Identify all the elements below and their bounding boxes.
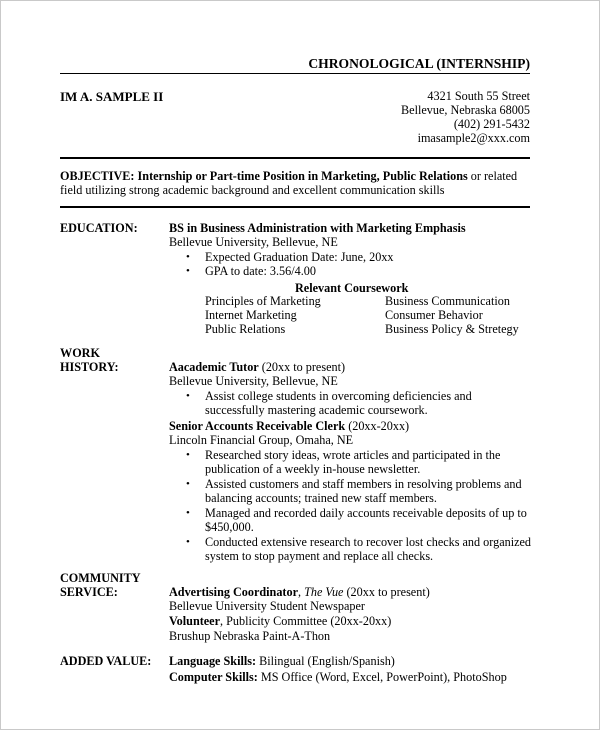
work-label-line1: WORK bbox=[60, 346, 100, 360]
computer-skills bbox=[169, 670, 507, 684]
job-org: Bellevue University, Bellevue, NE bbox=[169, 374, 338, 388]
community-role2-org: Brushup Nebraska Paint-A-Thon bbox=[169, 629, 331, 643]
document-title: CHRONOLOGICAL (INTERNSHIP) bbox=[308, 56, 530, 71]
contact-email: imasample2@xxx.com bbox=[417, 131, 530, 145]
community-role1: Advertising Coordinator, The Vue (20xx to present) bbox=[169, 585, 430, 599]
job-dates: (20xx-20xx) bbox=[345, 419, 410, 433]
work-label-line2: HISTORY: bbox=[60, 360, 119, 374]
community-role2: Volunteer, Publicity Committee (20xx-20xx) bbox=[169, 614, 392, 628]
education-label: EDUCATION: bbox=[60, 221, 138, 235]
community-label-line1: COMMUNITY bbox=[60, 571, 141, 585]
objective-rule bbox=[60, 206, 530, 208]
education-bullets bbox=[186, 250, 394, 278]
language-skills-label: Language Skills: bbox=[169, 654, 257, 668]
coursework-item: Consumer Behavior bbox=[385, 308, 483, 322]
objective-text-end: or related bbox=[467, 169, 518, 183]
coursework-item: Business Communication bbox=[385, 294, 510, 308]
job-bullet: • Assisted customers and staff members in resolving problems and balancing accounts; trained new staff members. bbox=[186, 477, 531, 505]
job-bullet: • Conducted extensive research to recover lost checks and organized system to stop payment and replace all checks. bbox=[186, 535, 531, 563]
coursework-heading: Relevant Coursework bbox=[295, 281, 409, 295]
community-role1-org: Bellevue University Student Newspaper bbox=[169, 599, 365, 613]
contact-phone: (402) 291-5432 bbox=[453, 117, 530, 131]
job-org: Lincoln Financial Group, Omaha, NE bbox=[169, 433, 354, 447]
job-dates: (20xx to present) bbox=[258, 360, 346, 374]
education-degree: BS in Business Administration with Marketing Emphasis bbox=[169, 221, 466, 235]
job-title: Aacademic Tutor bbox=[169, 360, 259, 374]
objective-label: OBJECTIVE: bbox=[60, 169, 135, 183]
role-title: Advertising Coordinator bbox=[169, 585, 298, 599]
coursework-item: Public Relations bbox=[205, 322, 286, 336]
job-bullet: • Assist college students in overcoming deficiencies and successfully mastering academic coursework. bbox=[186, 389, 472, 417]
job-bullets bbox=[186, 389, 472, 417]
community-label-line2: SERVICE: bbox=[60, 585, 118, 599]
job-heading bbox=[169, 419, 409, 433]
job-title: Senior Accounts Receivable Clerk bbox=[169, 419, 346, 433]
coursework-item: Business Policy & Stretegy bbox=[385, 322, 519, 336]
job-heading bbox=[169, 360, 345, 374]
job-bullet: • Managed and recorded daily accounts receivable deposits of up to $450,000. bbox=[186, 506, 531, 534]
computer-skills-value: MS Office (Word, Excel, PowerPoint), PhotoShop bbox=[257, 670, 507, 684]
objective-line2: field utilizing strong academic background and excellent communication skills bbox=[60, 183, 445, 197]
objective-bold-text: Internship or Part-time Position in Marketing, Public Relations bbox=[137, 169, 468, 183]
role-dates: (20xx to present) bbox=[343, 585, 430, 599]
language-skills bbox=[169, 654, 395, 668]
title-rule bbox=[60, 73, 530, 74]
applicant-name: IM A. SAMPLE II bbox=[60, 89, 164, 104]
coursework-item: Internet Marketing bbox=[205, 308, 297, 322]
education-school: Bellevue University, Bellevue, NE bbox=[169, 235, 338, 249]
objective-line1 bbox=[60, 169, 517, 183]
contact-street: 4321 South 55 Street bbox=[427, 89, 530, 103]
header-rule bbox=[60, 157, 530, 159]
job-bullets bbox=[186, 448, 531, 563]
language-skills-value: Bilingual (English/Spanish) bbox=[256, 654, 395, 668]
added-value-label: ADDED VALUE: bbox=[60, 654, 152, 668]
publication-name: The Vue bbox=[304, 585, 344, 599]
education-bullet: • Expected Graduation Date: June, 20xx bbox=[186, 250, 394, 264]
computer-skills-label: Computer Skills: bbox=[169, 670, 258, 684]
job-bullet: • Researched story ideas, wrote articles and participated in the publication of a weekly in-house newsletter. bbox=[186, 448, 531, 476]
role-title: Volunteer bbox=[169, 614, 221, 628]
contact-city: Bellevue, Nebraska 68005 bbox=[401, 103, 530, 117]
coursework-item: Principles of Marketing bbox=[205, 294, 321, 308]
education-bullet: • GPA to date: 3.56/4.00 bbox=[186, 264, 394, 278]
